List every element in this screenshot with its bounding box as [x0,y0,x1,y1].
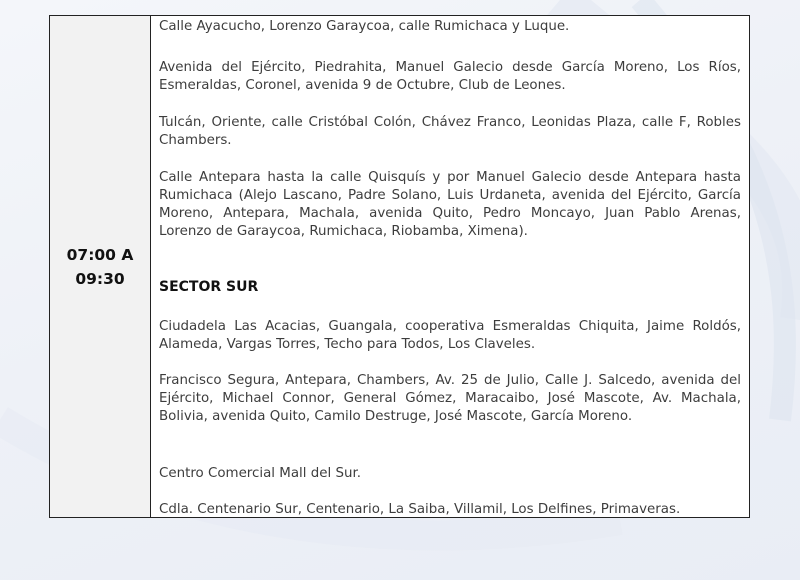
street-list-paragraph: Calle Ayacucho, Lorenzo Garaycoa, calle Rumichaca y Luque. [159,19,570,34]
street-list-paragraph: Francisco Segura, Antepara, Chambers, Av. 25 de Julio, Calle J. Salcedo, avenida del Ejército, Michael Connor, General Gómez, Maracaibo, José Mascote, Av. Machala, Bolivia, avenida Quito, Camilo Destruge, José Mascote, García Moreno. [159,373,741,424]
time-range-end: 09:30 [75,269,125,288]
time-range-start: 07:00 A [66,245,134,264]
street-list-paragraph: Centro Comercial Mall del Sur. [159,466,361,481]
street-list-paragraph: Ciudadela Las Acacias, Guangala, cooperativa Esmeraldas Chiquita, Jaime Roldós, Alameda, Vargas Torres, Techo para Todos, Los Claveles. [159,319,741,352]
street-list-paragraph: Calle Antepara hasta la calle Quisquís y por Manuel Galecio desde Antepara hasta Rumichaca (Alejo Lascano, Padre Solano, Luis Urdaneta, avenida del Ejército, García Moreno, Antepara, Machala, avenida Quito, Pedro Moncayo, Juan Pablo Arenas, Lorenzo de Garaycoa, Rumichaca, Riobamba, Ximena). [159,170,741,239]
street-list-paragraph: Tulcán, Oriente, calle Cristóbal Colón, Chávez Franco, Leonidas Plaza, calle F, Robles Chambers. [159,115,741,148]
sector-heading: SECTOR SUR [159,279,259,295]
street-list-paragraph: Avenida del Ejército, Piedrahita, Manuel Galecio desde García Moreno, Los Ríos, Esmeraldas, Coronel, avenida 9 de Octubre, Club de Leones. [159,60,741,93]
time-range [67,243,134,291]
street-list-paragraph: Cdla. Centenario Sur, Centenario, La Saiba, Villamil, Los Delfines, Primaveras. [159,502,681,517]
streets-cell [151,16,749,517]
schedule-table [49,15,750,518]
time-range-cell [50,16,151,517]
